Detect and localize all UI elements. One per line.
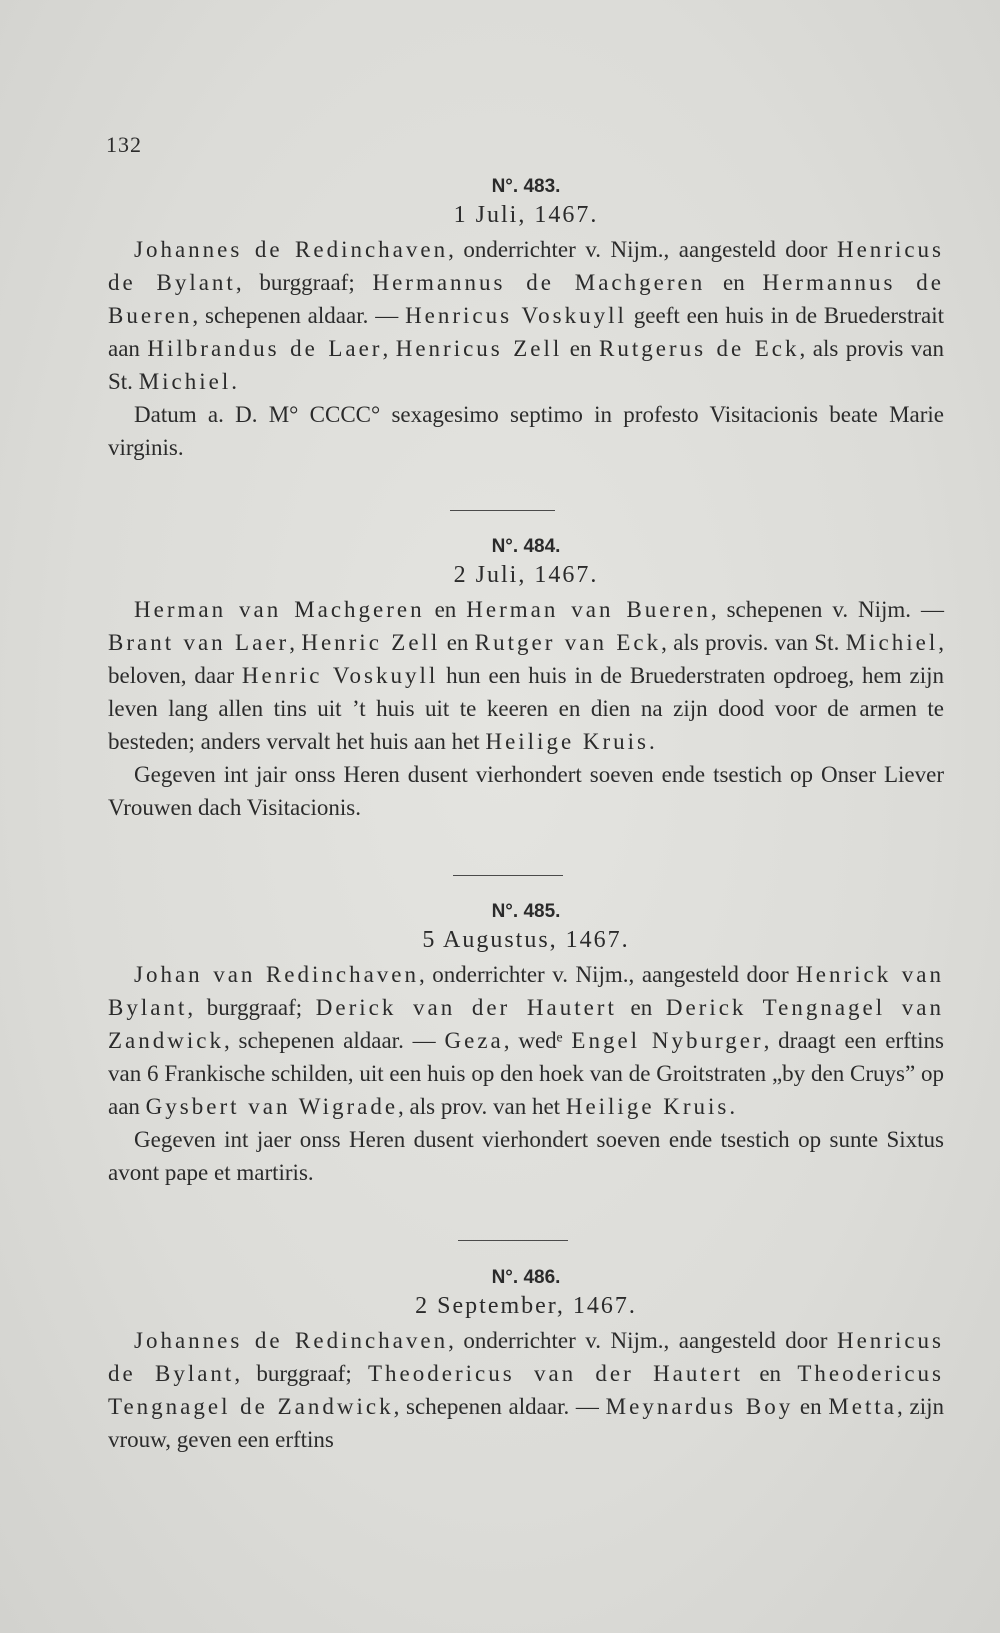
entry-date: 1 Juli, 1467. bbox=[453, 202, 599, 228]
spaced-name: Henricus de Bylant bbox=[108, 237, 944, 295]
entry-paragraph bbox=[108, 398, 944, 464]
spaced-name: Henric Voskuyll bbox=[241, 663, 439, 688]
entry-paragraph bbox=[108, 958, 944, 1123]
text-run: en bbox=[705, 270, 763, 295]
separator-rule bbox=[450, 510, 555, 511]
entry-date: 5 Augustus, 1467. bbox=[422, 927, 630, 953]
spaced-name: Herman van Bueren bbox=[466, 597, 711, 622]
entry-486 bbox=[108, 1267, 944, 1456]
text-run: Datum a. D. M° CCCC° sexagesimo septimo in profesto Visitacionis beate Marie virginis. bbox=[108, 402, 944, 460]
entry-text bbox=[108, 1324, 944, 1456]
spaced-name: Rutgerus de Eck bbox=[598, 336, 800, 361]
text-run: en bbox=[424, 597, 467, 622]
entry-485 bbox=[108, 901, 944, 1189]
text-run: , bbox=[289, 630, 302, 655]
spaced-name: Johannes de Redinchaven bbox=[134, 237, 449, 262]
entry-paragraph bbox=[108, 1324, 944, 1456]
text-run: , bbox=[382, 336, 396, 361]
spaced-name: Henricus de Bylant bbox=[108, 1328, 944, 1386]
spaced-name: Johannes de Redinchaven bbox=[134, 1328, 449, 1353]
spaced-name: Theodericus van der Hautert bbox=[368, 1361, 744, 1386]
text-run: Gegeven int jaer onss Heren dusent vierhondert soeven ende tsestich op sunte Sixtus avont pape et martiris. bbox=[108, 1127, 944, 1185]
entry-paragraph bbox=[108, 593, 944, 758]
text-run: , als provis. van St. bbox=[661, 630, 846, 655]
text-run: , onderrichter v. Nijm., aangesteld door bbox=[448, 237, 837, 262]
text-run: , schepenen v. Nijm. — bbox=[710, 597, 945, 622]
entry-number: N°. 483. bbox=[491, 176, 561, 197]
spaced-name: Brant van Laer bbox=[108, 630, 290, 655]
text-run: en bbox=[562, 336, 599, 361]
spaced-name: Henric Zell bbox=[301, 630, 441, 655]
text-run: , burggraaf; bbox=[234, 1361, 368, 1386]
entry-date: 2 Juli, 1467. bbox=[453, 562, 599, 588]
text-run: Gegeven int jair onss Heren dusent vierhondert soeven ende tsestich op Onser Liever Vrouwen dach Visitacionis. bbox=[108, 762, 944, 820]
separator-rule bbox=[458, 1240, 568, 1241]
page-number: 132 bbox=[106, 132, 142, 157]
spaced-name: Meynardus Boy bbox=[605, 1394, 794, 1419]
entry-paragraph bbox=[108, 1123, 944, 1189]
text-run: , burggraaf; bbox=[187, 995, 316, 1020]
spaced-name: Hermannus de Machgeren bbox=[372, 270, 706, 295]
entry-text bbox=[108, 233, 944, 464]
text-run: en bbox=[743, 1361, 798, 1386]
text-run: , onderrichter v. Nijm., aangesteld door bbox=[419, 962, 797, 987]
text-run: . bbox=[649, 729, 655, 754]
spaced-name: Henrick van Bylant bbox=[108, 962, 944, 1020]
spaced-name: Heilige Kruis bbox=[485, 729, 650, 754]
text-run: , burggraaf; bbox=[235, 270, 373, 295]
text-run: en bbox=[440, 630, 475, 655]
text-run: , wedᵉ bbox=[503, 1028, 572, 1053]
entry-number: N°. 486. bbox=[491, 1267, 561, 1288]
spaced-name: Theodericus Tengnagel de Zandwick bbox=[108, 1361, 944, 1419]
text-run: , als provis van St. bbox=[108, 336, 944, 394]
text-run: en bbox=[793, 1394, 829, 1419]
text-run: , onderrichter v. Nijm., aangesteld door bbox=[448, 1328, 837, 1353]
text-run: en bbox=[616, 995, 666, 1020]
spaced-name: Henricus Voskuyll bbox=[405, 303, 627, 328]
spaced-name: Johan van Redinchaven bbox=[134, 962, 420, 987]
text-run: . bbox=[231, 369, 237, 394]
spaced-name: Derick Tengnagel van Zandwick bbox=[108, 995, 944, 1053]
text-run: , schepenen aldaar. — bbox=[192, 303, 406, 328]
entry-paragraph bbox=[108, 758, 944, 824]
spaced-name: Geza bbox=[444, 1028, 504, 1053]
spaced-name: Gysbert van Wigrade bbox=[145, 1094, 399, 1119]
entry-paragraph bbox=[108, 233, 944, 398]
entry-text bbox=[108, 958, 944, 1189]
entry-483 bbox=[108, 176, 944, 464]
entry-date: 2 September, 1467. bbox=[415, 1293, 637, 1319]
entry-text bbox=[108, 593, 944, 824]
spaced-name: Heilige Kruis bbox=[565, 1094, 730, 1119]
spaced-name: Rutger van Eck bbox=[474, 630, 662, 655]
spaced-name: Herman van Machgeren bbox=[134, 597, 425, 622]
text-run: , schepenen aldaar. — bbox=[223, 1028, 445, 1053]
separator-rule bbox=[453, 875, 563, 876]
text-run: . bbox=[729, 1094, 736, 1119]
spaced-name: Metta bbox=[828, 1394, 898, 1419]
spaced-name: Hermannus de Bueren bbox=[108, 270, 944, 328]
text-run: hun een huis in de Bruederstraten opdroeg, hem zijn leven lang allen tins uit ’t huis uit te keeren en dien na zijn dood voor de armen te besteden; anders vervalt het huis aan het bbox=[108, 663, 944, 754]
entry-number: N°. 485. bbox=[491, 901, 561, 922]
text-run: , zijn vrouw, geven een erftins bbox=[108, 1394, 944, 1452]
text-run: , schepenen aldaar. — bbox=[393, 1394, 606, 1419]
spaced-name: Michiel bbox=[138, 369, 232, 394]
entry-number: N°. 484. bbox=[491, 536, 561, 557]
entry-484 bbox=[108, 536, 944, 824]
spaced-name: Derick van der Hautert bbox=[315, 995, 617, 1020]
text-run: , als prov. van het bbox=[398, 1094, 566, 1119]
spaced-name: Michiel bbox=[845, 630, 939, 655]
spaced-name: Henricus Zell bbox=[395, 336, 563, 361]
text-run: geeft een huis in de Bruederstrait aan bbox=[108, 303, 944, 361]
text-run: , draagt een erftins van 6 Frankische schilden, uit een huis op den hoek van de Groitstraten „by den Cruys” op aan bbox=[108, 1028, 944, 1119]
spaced-name: Engel Nyburger bbox=[571, 1028, 764, 1053]
spaced-name: Hilbrandus de Laer bbox=[147, 336, 383, 361]
text-run: , beloven, daar bbox=[108, 630, 944, 688]
